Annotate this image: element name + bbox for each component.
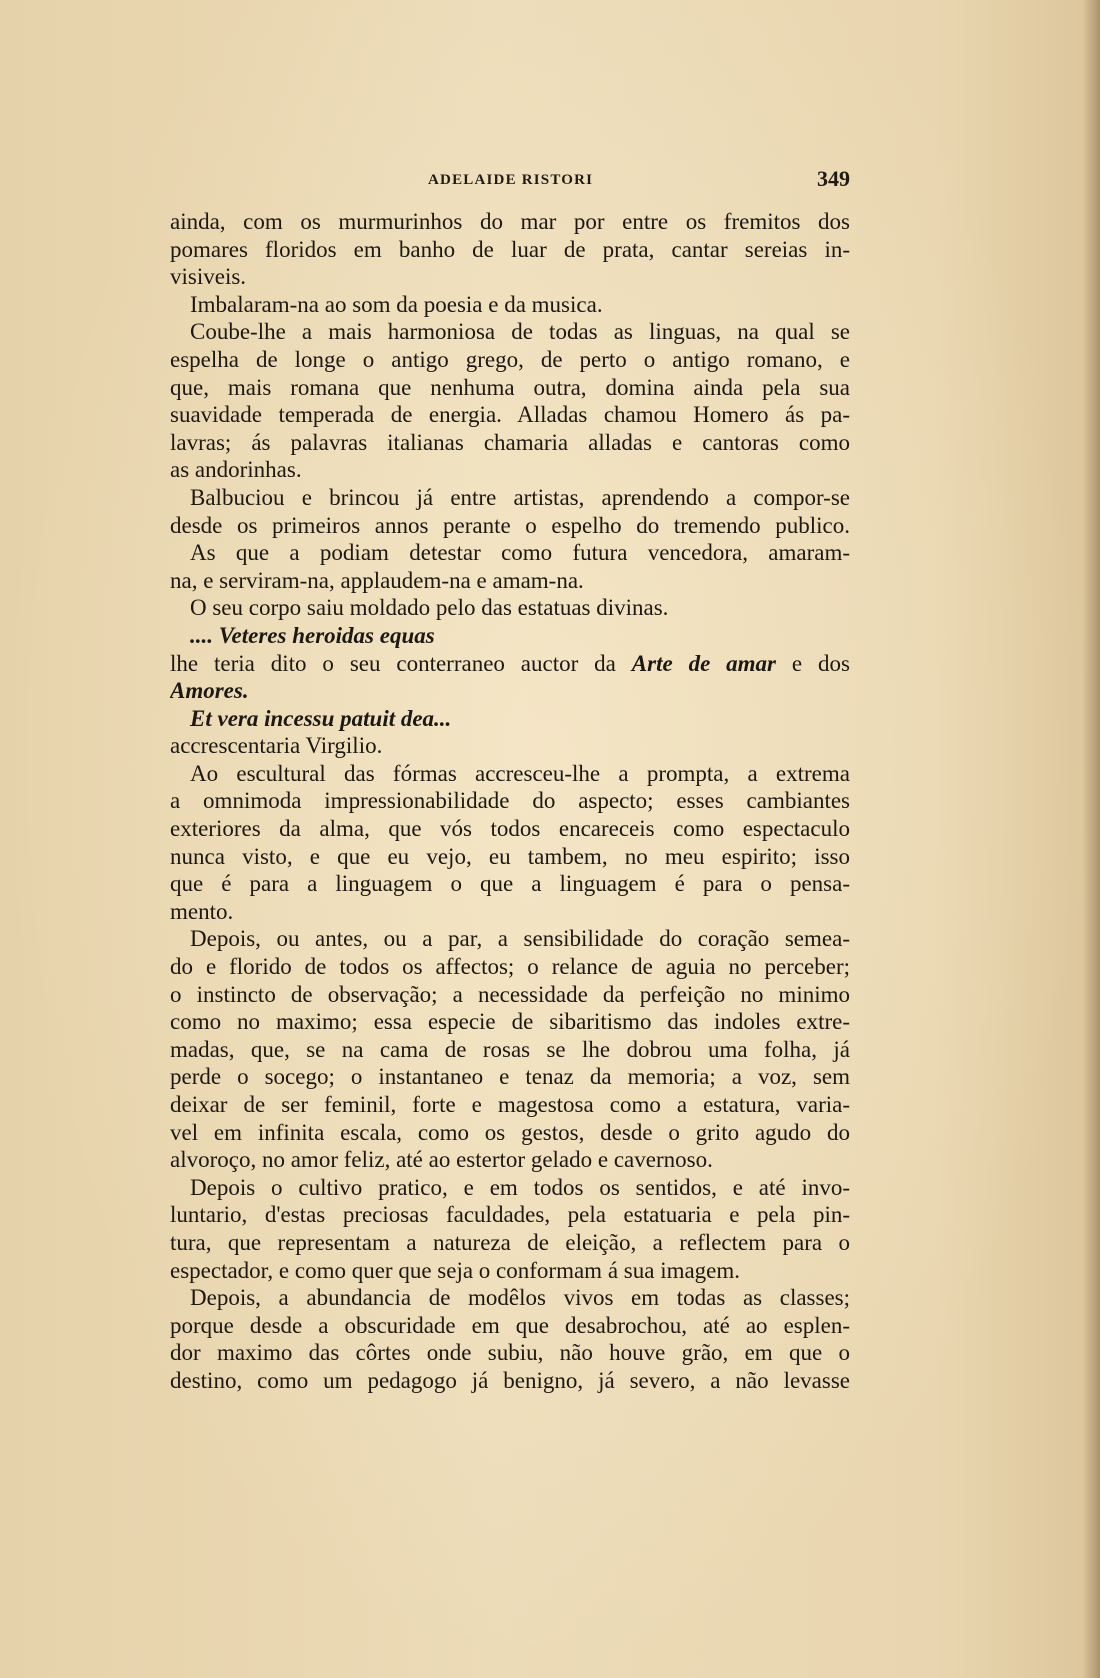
text-line: porque desde a obscuridade em que desabrochou, até ao esplen- (170, 1312, 850, 1338)
text-line: espelha de longe o antigo grego, de perto o antigo romano, e (170, 346, 850, 372)
title-amores: Amores. (170, 678, 249, 704)
running-title: ADELAIDE RISTORI (428, 172, 594, 188)
title-arte-de-amar: Arte de amar (631, 650, 777, 676)
text-line: accrescentaria Virgilio. (170, 733, 383, 759)
text-line: na, e serviram-na, applaudem-na e amam-na. (170, 567, 584, 593)
text-line: vel em infinita escala, como os gestos, desde o grito agudo do (170, 1119, 850, 1145)
text-line: como no maximo; essa especie de sibaritismo das indoles extre- (170, 1009, 850, 1035)
text-line: visiveis. (170, 264, 247, 290)
text-line: exteriores da alma, que vós todos encareceis como espectaculo (170, 816, 850, 842)
text-line: que, mais romana que nenhuma outra, domina ainda pela sua (170, 374, 850, 400)
text-line: perde o socego; o instantaneo e tenaz da memoria; a voz, sem (170, 1064, 850, 1090)
text-line: madas, que, se na cama de rosas se lhe dobrou uma folha, já (170, 1036, 850, 1062)
text-line: As que a podiam detestar como futura vencedora, amaram- (190, 540, 850, 566)
text-line: deixar de ser feminil, forte e magestosa como a estatura, varia- (170, 1092, 850, 1117)
text-line: lavras; ás palavras italianas chamaria alladas e cantoras como (170, 429, 850, 455)
latin-quote-virgil: Et vera incessu patuit dea... (190, 705, 452, 731)
text-line: dor maximo das côrtes onde subiu, não houve grão, em que o (170, 1340, 850, 1366)
text-line: O seu corpo saiu moldado pelo das estatuas divinas. (190, 595, 669, 621)
running-head (170, 166, 850, 202)
text-line: Imbalaram-na ao som da poesia e da musica. (190, 291, 603, 317)
text-line: pomares floridos em banho de luar de prata, cantar sereias in- (170, 236, 850, 262)
text-line: destino, como um pedagogo já benigno, já severo, a não levasse (170, 1367, 850, 1393)
text-line (170, 650, 850, 678)
text-fragment: lhe teria dito o seu conterraneo auctor da (170, 650, 632, 676)
text-line: as andorinhas. (170, 457, 302, 483)
text-fragment: e dos (776, 650, 850, 676)
text-line: mento. (170, 898, 234, 924)
text-line: desde os primeiros annos perante o espelho do tremendo publico. (170, 512, 850, 538)
text-line: Coube-lhe a mais harmoniosa de todas as linguas, na qual se (190, 319, 850, 345)
text-line: alvoroço, no amor feliz, até ao estertor gelado e cavernoso. (170, 1147, 713, 1173)
text-line: o instincto de observação; a necessidade da perfeição no minimo (170, 981, 850, 1007)
quote-line (170, 622, 850, 650)
page-edge-shadow (1082, 0, 1100, 1678)
text-line: Depois o cultivo pratico, e em todos os sentidos, e até invo- (190, 1174, 850, 1200)
text-line: que é para a linguagem o que a linguagem é para o pensa- (170, 871, 850, 897)
text-line: Depois, ou antes, ou a par, a sensibilidade do coração semea- (190, 926, 850, 952)
text-line: espectador, e como quer que seja o conformam á sua imagem. (170, 1257, 741, 1283)
text-line: suavidade temperada de energia. Alladas chamou Homero ás pa- (170, 402, 850, 428)
text-line: Depois, a abundancia de modêlos vivos em todas as classes; (190, 1285, 850, 1311)
text-line: luntario, d'estas preciosas faculdades, pela estatuaria e pela pin- (170, 1202, 850, 1228)
text-line: a omnimoda impressionabilidade do aspecto; esses cambiantes (170, 788, 850, 814)
latin-quote-ovid: .... Veteres heroidas equas (190, 622, 435, 648)
body-text (170, 208, 850, 1395)
text-line: ainda, com os murmurinhos do mar por entre os fremitos dos (170, 209, 850, 234)
text-line: nunca visto, e que eu vejo, eu tambem, no meu espirito; isso (170, 843, 850, 869)
text-line: do e florido de todos os affectos; o relance de aguia no perceber; (170, 954, 850, 980)
text-line: Balbuciou e brincou já entre artistas, aprendendo a compor-se (190, 484, 850, 510)
quote-line (170, 705, 850, 733)
text-line (170, 677, 850, 705)
text-line: tura, que representam a natureza de eleição, a reflectem para o (170, 1229, 850, 1255)
text-line: Ao escultural das fórmas accresceu-lhe a prompta, a extrema (190, 760, 850, 786)
page-number: 349 (817, 166, 850, 191)
